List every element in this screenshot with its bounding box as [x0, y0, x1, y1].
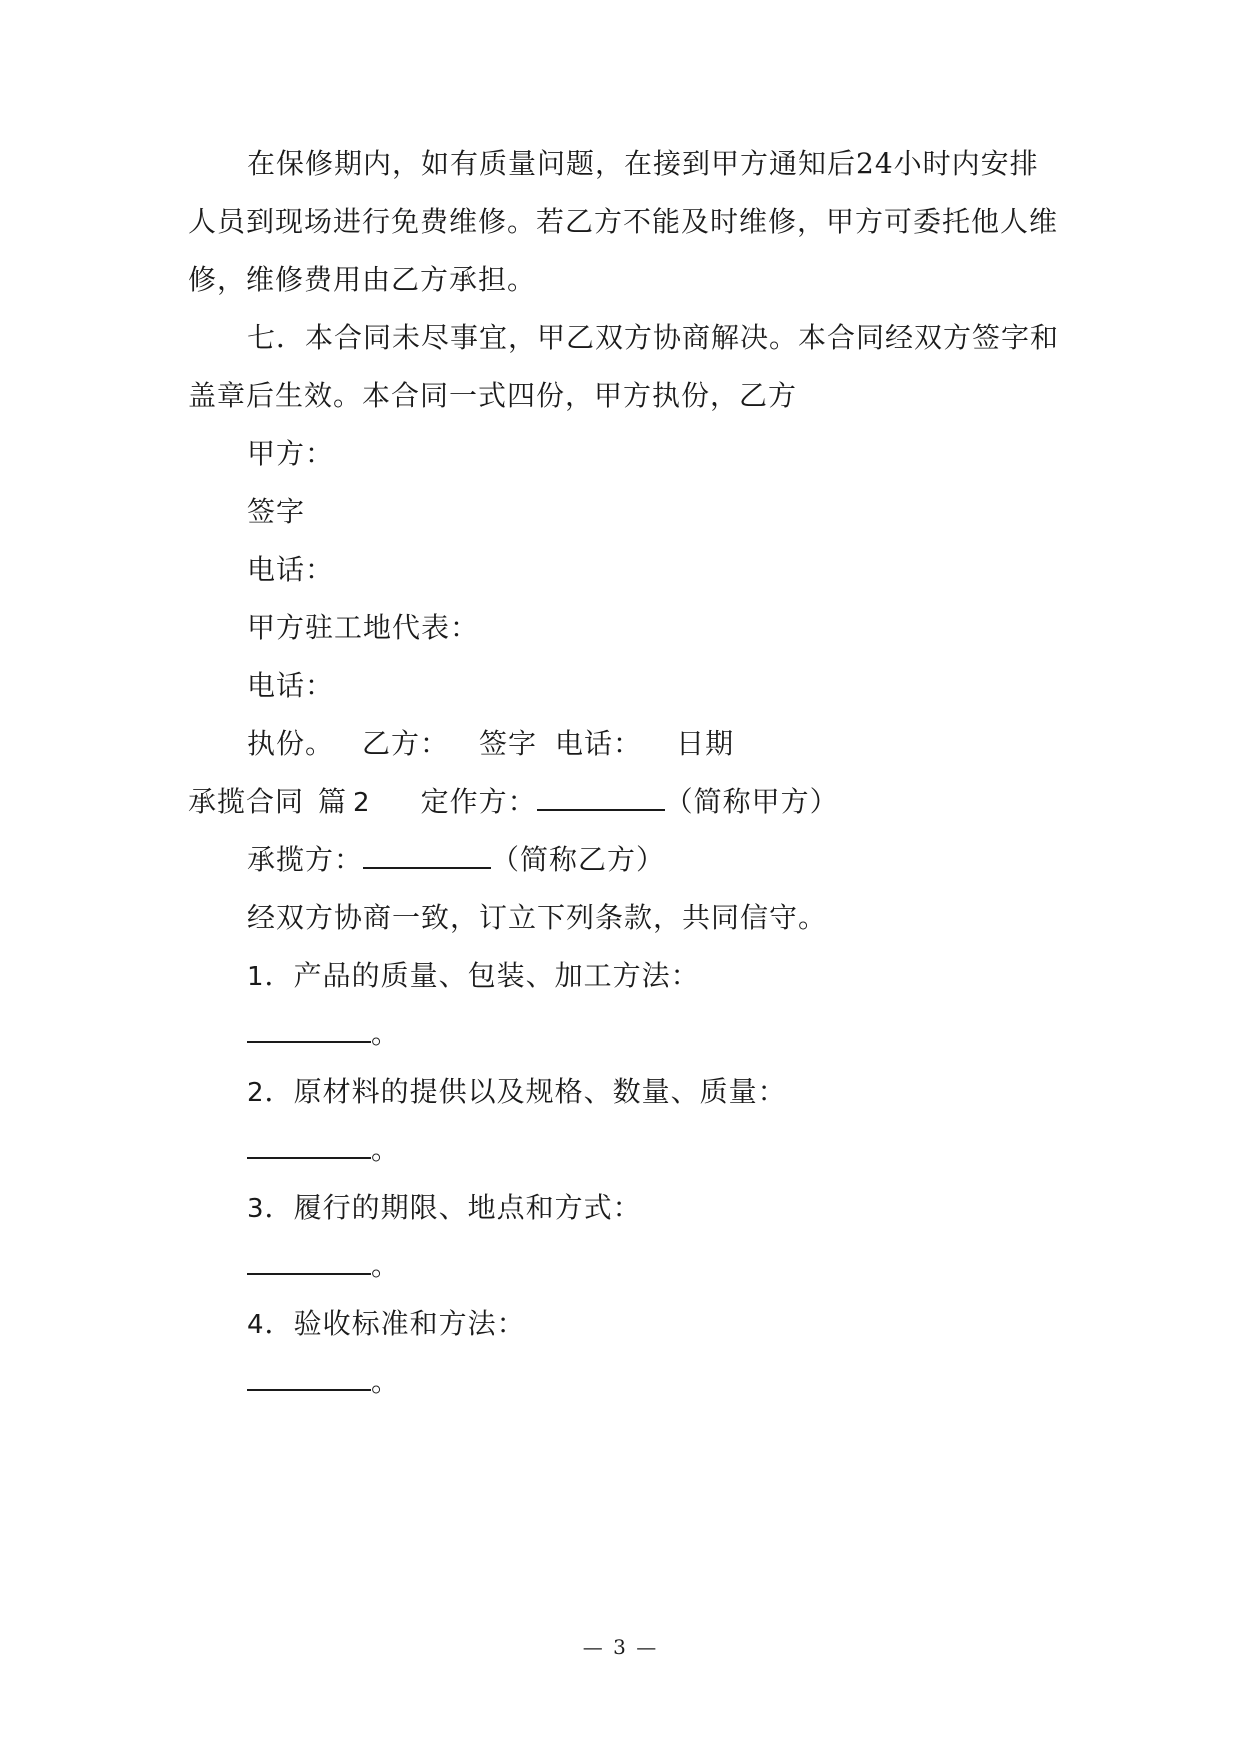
clause-text: 履行的期限、地点和方式： [293, 1191, 642, 1224]
contractor-row [247, 840, 665, 880]
zhifen-text: 执份。 [247, 727, 335, 760]
phone-label: 电话： [247, 669, 335, 702]
clause-blank-line [247, 1014, 400, 1054]
clause-number: 1 [247, 962, 265, 992]
clause-number: 3 [247, 1194, 265, 1224]
phone-label: 电话： [247, 553, 335, 586]
party-a-label: 甲方： [247, 437, 335, 470]
clause-blank [247, 1365, 371, 1391]
clause-separator: ． [264, 959, 294, 992]
clause-item [247, 956, 700, 997]
clause-blank [247, 1133, 371, 1159]
clause-blank-line [247, 1362, 400, 1402]
clause-item [247, 1304, 526, 1345]
clause-blank [247, 1249, 371, 1275]
paragraph-line: 人员到现场进行免费维修。若乙方不能及时维修，甲方可委托他人维 [188, 205, 1059, 238]
contractor-label: 承揽方： [247, 843, 364, 876]
clause-end: 。 [371, 1249, 401, 1282]
paragraph-line: 修，维修费用由乙方承担。 [188, 263, 537, 296]
clause-item [247, 1072, 787, 1113]
paragraph-line: 在保修期内，如有质量问题，在接到甲方通知后24小时内安排 [247, 147, 1039, 180]
contractor-suffix: （简称乙方） [491, 843, 666, 876]
paragraph-line: 盖章后生效。本合同一式四份，甲方执份，乙方 [188, 379, 798, 412]
site-representative-label: 甲方驻工地代表： [247, 611, 480, 644]
intro-line: 经双方协商一致，订立下列条款，共同信守。 [247, 901, 828, 934]
clause-separator: ． [264, 1307, 294, 1340]
clause-number: 2 [247, 1078, 265, 1108]
date-label: 日期 [676, 727, 735, 760]
clause-text: 验收标准和方法： [293, 1307, 526, 1340]
party-b-label: 乙方： [362, 727, 450, 760]
clause-text: 原材料的提供以及规格、数量、质量： [293, 1075, 787, 1108]
clause-item [247, 1188, 642, 1229]
orderer-suffix: （简称甲方） [664, 785, 839, 818]
contract-heading-row [188, 782, 839, 823]
paragraph-line: 七．本合同未尽事宜，甲乙双方协商解决。本合同经双方签字和 [247, 321, 1060, 354]
contractor-blank [363, 843, 491, 869]
clause-end: 。 [371, 1133, 401, 1166]
orderer-blank [537, 785, 665, 811]
clause-blank-line [247, 1130, 400, 1170]
clause-blank [247, 1017, 371, 1043]
contract-title: 承揽合同 [188, 785, 305, 818]
clause-end: 。 [371, 1017, 401, 1050]
clause-number: 4 [247, 1310, 265, 1340]
sign-label: 签字 [479, 727, 538, 760]
page-number: — 3 — [582, 1635, 659, 1659]
clause-blank-line [247, 1246, 400, 1286]
phone-label: 电话： [555, 727, 643, 760]
party-b-signature-row [247, 724, 734, 764]
clause-separator: ． [264, 1191, 294, 1224]
part-label: 篇 [318, 785, 348, 818]
clause-end: 。 [371, 1365, 401, 1398]
part-number: 2 [353, 788, 371, 818]
clause-text: 产品的质量、包装、加工方法： [293, 959, 700, 992]
orderer-label: 定作方： [420, 785, 537, 818]
clause-separator: ． [264, 1075, 294, 1108]
sign-label: 签字 [247, 495, 306, 528]
